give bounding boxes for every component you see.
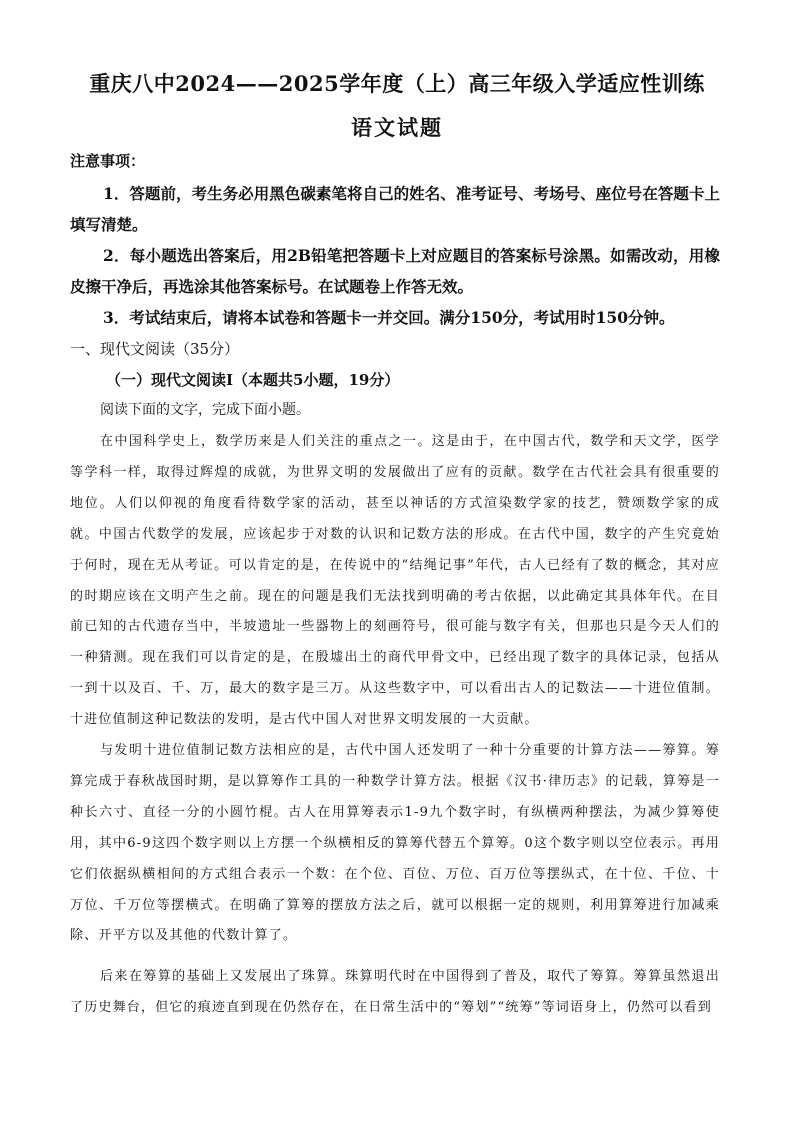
passage-paragraph-3 <box>70 962 720 1024</box>
subsection-heading: （一）现代文阅读Ⅰ（本题共5小题，19分） <box>106 371 400 389</box>
passage-paragraph-2 <box>70 736 720 952</box>
notice-item-1 <box>70 178 720 240</box>
notice-heading: 注意事项： <box>70 152 146 170</box>
notice-item-text: 2．每小题选出答案后，用2B铅笔把答题卡上对应题目的答案标号涂黑。如需改动，用橡皮擦干净后，再选涂其他答案标号。在试题卷上作答无效。 <box>70 246 720 296</box>
reading-instruction: 阅读下面的文字，完成下面小题。 <box>100 402 310 418</box>
notice-item-text: 3．考试结束后，请将本试卷和答题卡一并交回。满分150分，考试用时150分钟。 <box>103 308 675 327</box>
section-heading: 一、现代文阅读（35分） <box>70 340 240 358</box>
notice-item-2 <box>70 240 720 302</box>
paragraph-text: 后来在筹算的基础上又发展出了珠算。珠算明代时在中国得到了普及，取代了筹算。筹算虽然退出了历史舞台，但它的痕迹直到现在仍然存在，在日常生活中的“筹划”“统筹”等词语身上，仍然可以看到 <box>70 969 720 1015</box>
passage-paragraph-1 <box>70 427 720 736</box>
notice-item-text: 1．答题前，考生务必用黑色碳素笔将自己的姓名、准考证号、考场号、座位号在答题卡上填写清楚。 <box>70 184 720 234</box>
paragraph-text: 与发明十进位值制记数方法相应的是，古代中国人还发明了一种十分重要的计算方法——筹算。筹算完成于春秋战国时期，是以算筹作工具的一种数学计算方法。根据《汉书·律历志》的记载，算筹是一种长六寸、直径一分的小圆竹棍。古人在用算筹表示1-9九个数字时，有纵横两种摆法，为减少算筹使用，其中6-9这四个数字则以上方摆一个纵横相反的算筹代替五个算筹。0这个数字则以空位表示。再用它们依据纵横相间的方式组合表示一个数：在个位、百位、万位、百万位等摆纵式，在十位、千位、十万位、千万位等摆横式。在明确了算筹的摆放方法之后，就可以根据一定的规则，利用算筹进行加减乘除、开平方以及其他的代数计算了。 <box>70 743 720 944</box>
paragraph-text: 在中国科学史上，数学历来是人们关注的重点之一。这是由于，在中国古代，数学和天文学，医学等学科一样，取得过辉煌的成就，为世界文明的发展做出了应有的贡献。数学在古代社会具有很重要的地位。人们以仰视的角度看待数学家的活动，甚至以神话的方式渲染数学家的技艺，赞颂数学家的成就。中国古代数学的发展，应该起步于对数的认识和记数方法的形成。在古代中国，数字的产生究竟始于何时，现在无从考证。可以肯定的是，在传说中的“结绳记事”年代，古人已经有了数的概念，其对应的时期应该在文明产生之前。现在的问题是我们无法找到明确的考古依据，以此确定其具体年代。在目前已知的古代遗存当中，半坡遗址一些器物上的刻画符号，很可能与数字有关，但那也只是今天人们的一种猜测。现在我们可以肯定的是，在殷墟出土的商代甲骨文中，已经出现了数字的具体记录，包括从一到十以及百、千、万，最大的数字是三万。从这些数字中，可以看出古人的记数法——十进位值制。十进位值制这种记数法的发明，是古代中国人对世界文明发展的一大贡献。 <box>70 434 720 728</box>
notice-item-3 <box>70 302 720 333</box>
page-subtitle: 语文试题 <box>351 115 443 140</box>
page-title: 重庆八中2024——2025学年度（上）高三年级入学适应性训练 <box>89 71 705 96</box>
